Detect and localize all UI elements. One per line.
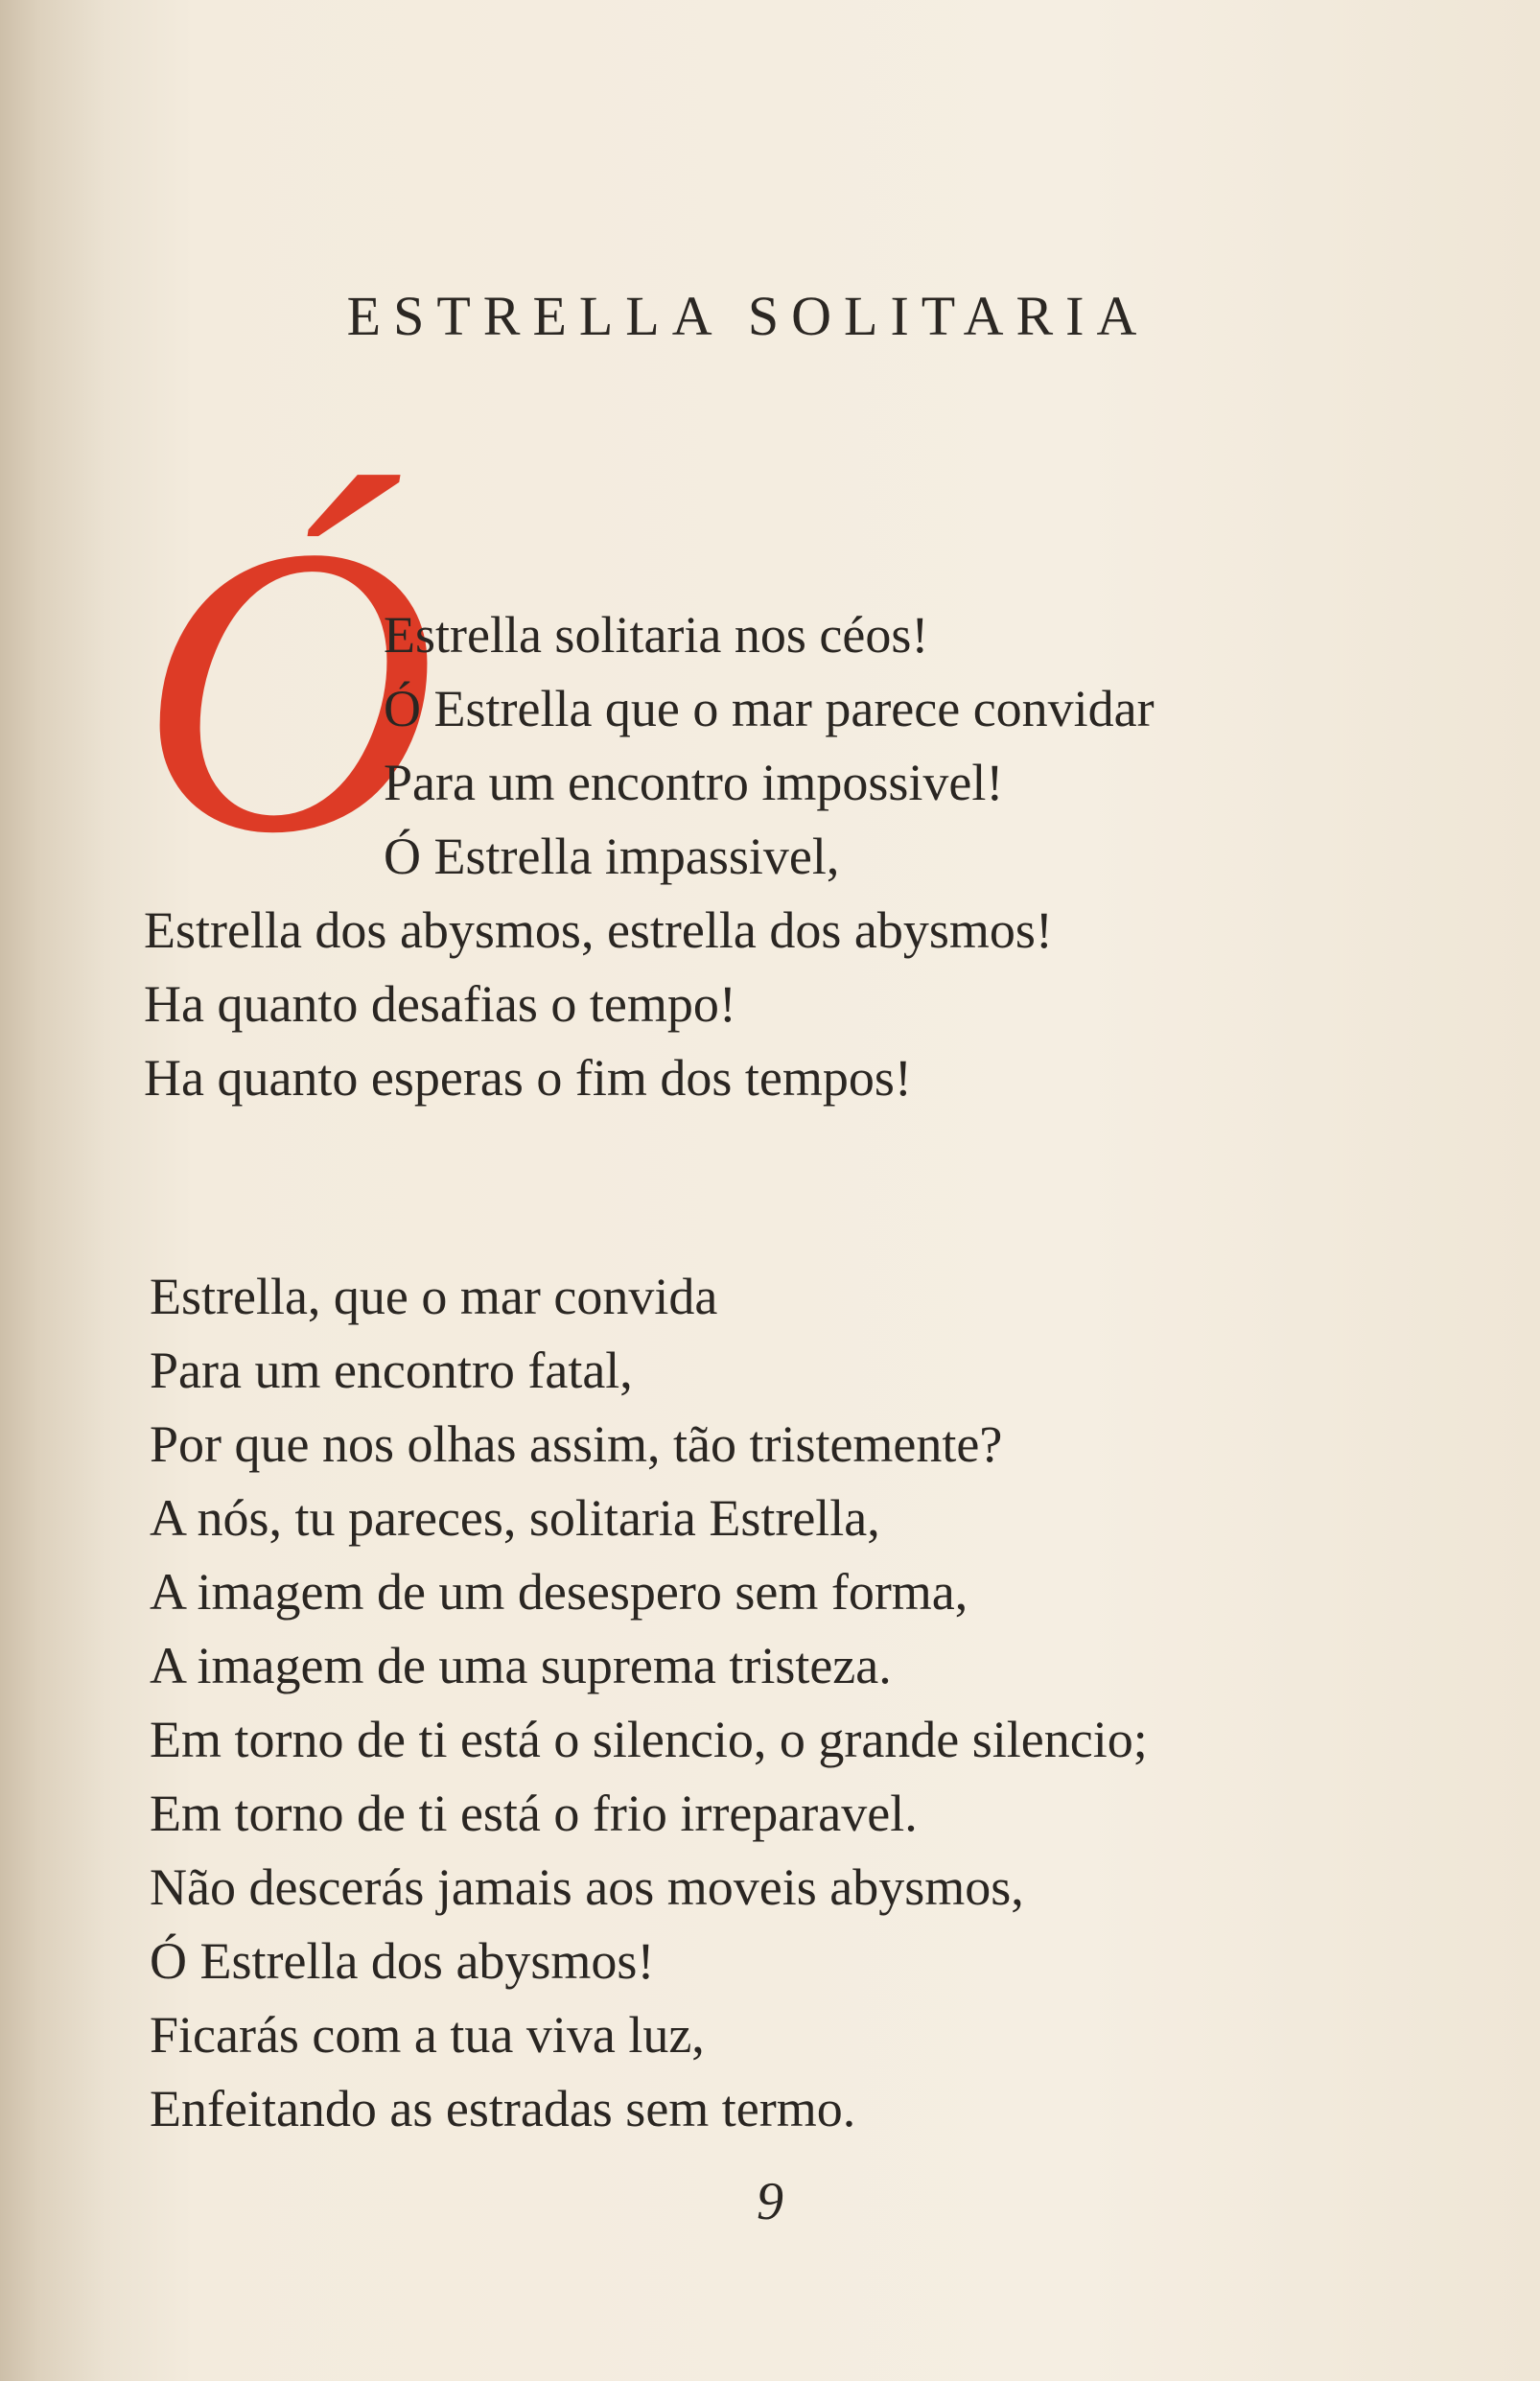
verse-line: Ficarás com a tua viva luz, [150,2006,705,2064]
page-number: 9 [757,2172,783,2231]
verse-line: A imagem de uma suprema tristeza. [150,1637,892,1694]
verse-line: Em torno de ti está o frio irreparavel. [150,1785,918,1842]
stanza-2 [150,1260,1148,2146]
drop-cap [129,462,437,919]
verse-line: Para um encontro fatal, [150,1342,633,1399]
verse-line: A nós, tu pareces, solitaria Estrella, [150,1489,880,1547]
verse-line: Enfeitando as estradas sem termo. [150,2080,856,2137]
verse-line: Não descerás jamais aos moveis abysmos, [150,1858,1024,1916]
verse-line: Estrella dos abysmos, estrella dos abysmos! [144,901,1053,959]
stanza-1-continued [144,894,1053,1115]
verse-line: Para um encontro impossivel! [384,754,1004,811]
verse-line: Por que nos olhas assim, tão tristemente? [150,1415,1003,1473]
verse-line: Ha quanto desafias o tempo! [144,975,736,1033]
stanza-1-opening [384,598,1155,894]
verse-line: Em torno de ti está o silencio, o grande silencio; [150,1711,1148,1768]
verse-line: Estrella, que o mar convida [150,1268,718,1325]
verse-line: Ha quanto esperas o fim dos tempos! [144,1049,912,1107]
verse-line: Ó Estrella impassivel, [384,828,840,885]
verse-line: A imagem de um desespero sem forma, [150,1563,968,1621]
poem-title: ESTRELLA SOLITARIA [346,285,1150,347]
drop-cap-letter: Ó [139,462,437,919]
verse-line: Ó Estrella dos abysmos! [150,1932,655,1990]
verse-line: Estrella solitaria nos céos! [384,606,929,664]
verse-line: Ó Estrella que o mar parece convidar [384,680,1155,737]
